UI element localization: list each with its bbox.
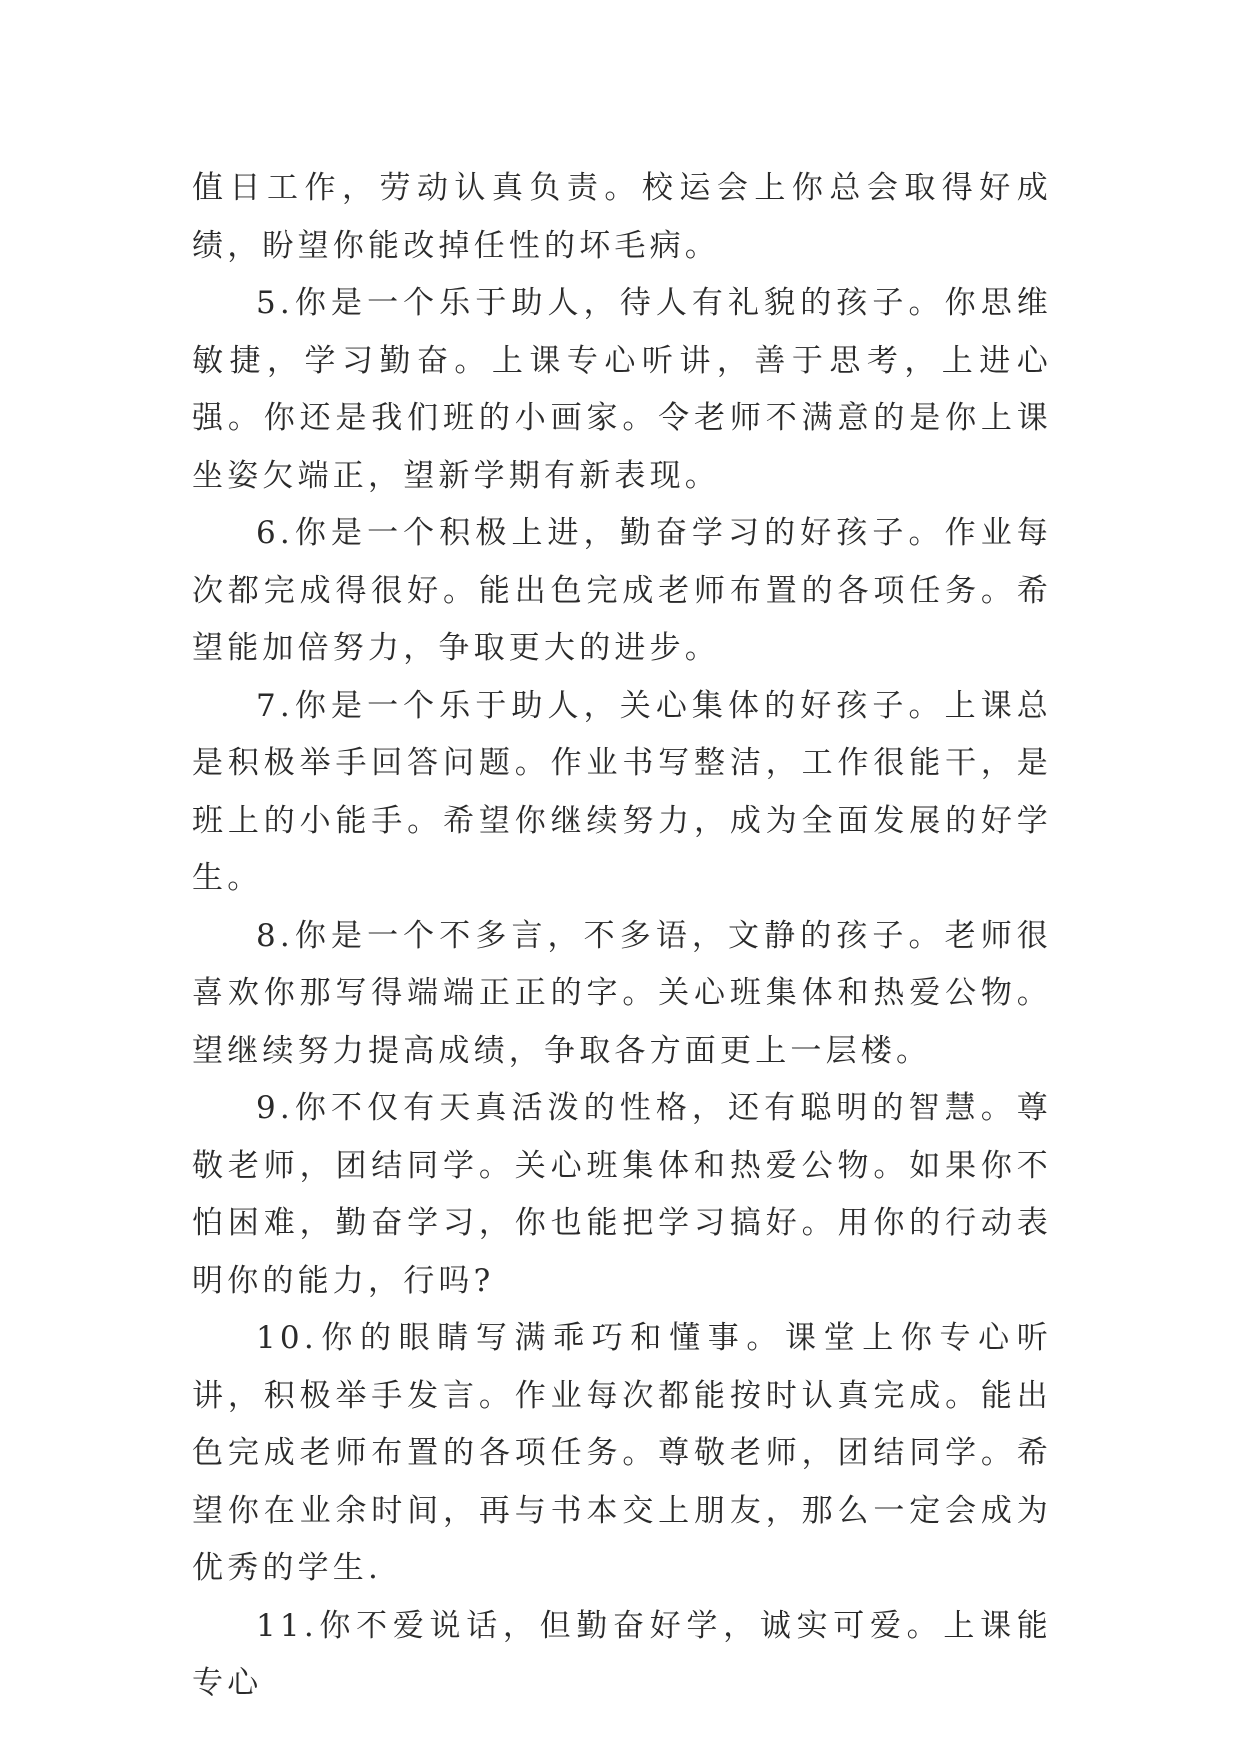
paragraph-comment-5: 5.你是一个乐于助人，待人有礼貌的孩子。你思维敏捷，学习勤奋。上课专心听讲，善于思考，上进心强。你还是我们班的小画家。令老师不满意的是你上课坐姿欠端正，望新学期有新表现。 bbox=[192, 285, 1052, 494]
paragraph-comment-8: 8.你是一个不多言，不多语，文静的孩子。老师很喜欢你那写得端端正正的字。关心班集体和热爱公物。望继续努力提高成绩，争取各方面更上一层楼。 bbox=[192, 917, 1052, 1069]
paragraph-comment-7: 7.你是一个乐于助人，关心集体的好孩子。上课总是积极举手回答问题。作业书写整洁，工作很能干，是班上的小能手。希望你继续努力，成为全面发展的好学生。 bbox=[192, 687, 1052, 896]
paragraph-comment-9: 9.你不仅有天真活泼的性格，还有聪明的智慧。尊敬老师，团结同学。关心班集体和热爱公物。如果你不怕困难，勤奋学习，你也能把学习搞好。用你的行动表明你的能力，行吗? bbox=[192, 1090, 1052, 1299]
paragraph-comment-10: 10.你的眼睛写满乖巧和懂事。课堂上你专心听讲，积极举手发言。作业每次都能按时认真完成。能出色完成老师布置的各项任务。尊敬老师，团结同学。希望你在业余时间，再与书本交上朋友，那么一定会成为优秀的学生. bbox=[192, 1320, 1052, 1586]
paragraph-continuation: 值日工作，劳动认真负责。校运会上你总会取得好成绩，盼望你能改掉任性的坏毛病。 bbox=[192, 170, 1052, 264]
document-body bbox=[192, 160, 1052, 1713]
paragraph-comment-6: 6.你是一个积极上进，勤奋学习的好孩子。作业每次都完成得很好。能出色完成老师布置的各项任务。希望能加倍努力，争取更大的进步。 bbox=[192, 515, 1052, 666]
paragraph-comment-11: 11.你不爱说话，但勤奋好学，诚实可爱。上课能专心 bbox=[192, 1607, 1052, 1701]
